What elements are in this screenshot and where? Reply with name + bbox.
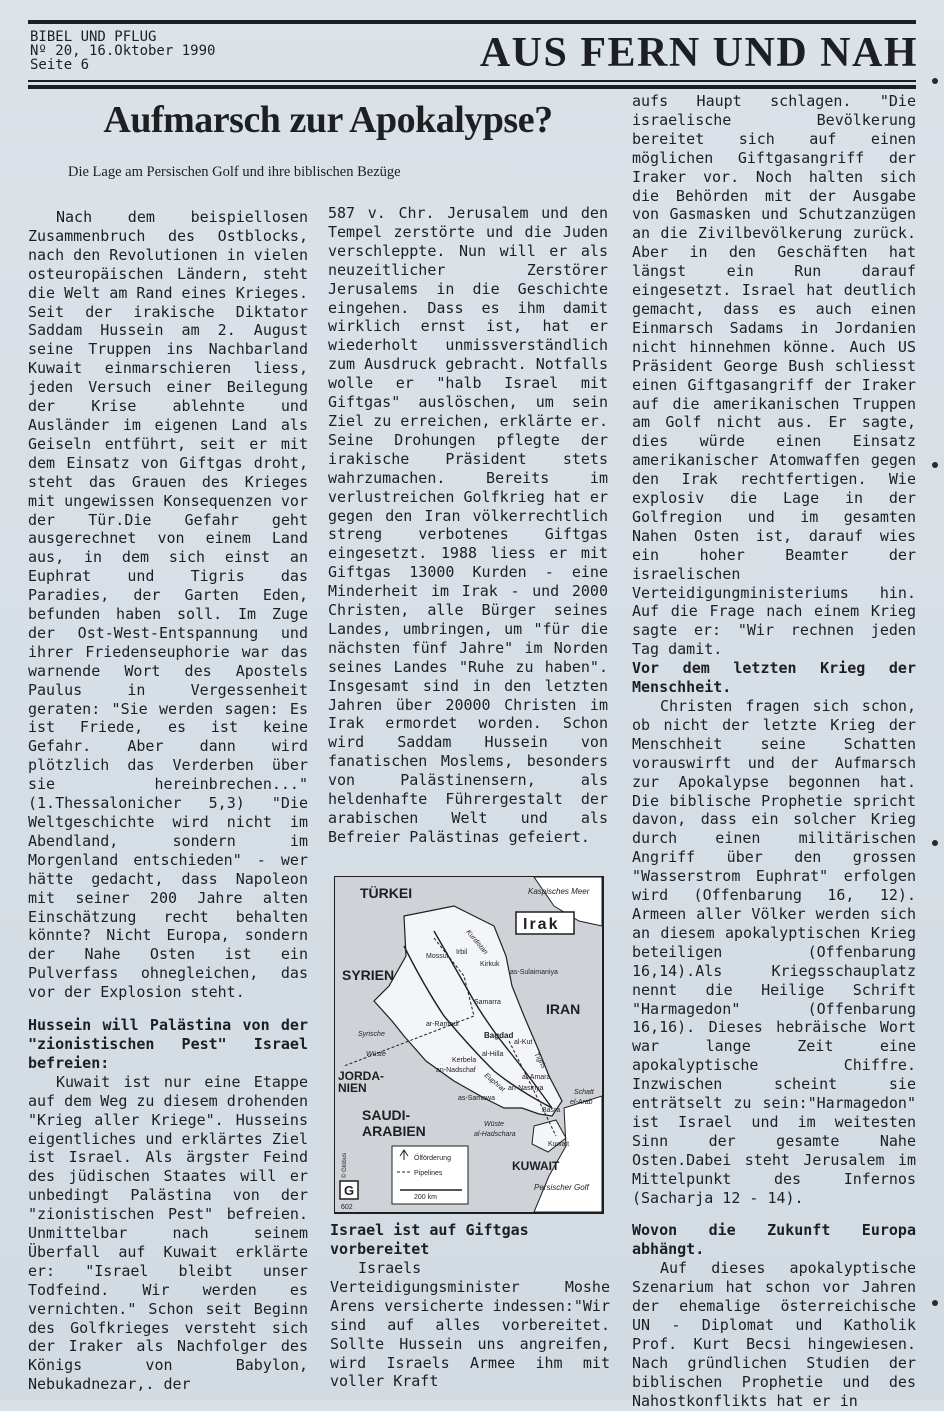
label-irbil: Irbil <box>456 949 468 956</box>
subheading: Israel ist auf Giftgas vorbereitet <box>330 1221 529 1258</box>
label-euphrat: Euphrat <box>482 1072 507 1094</box>
label-jordan: JORDA- <box>338 1069 385 1083</box>
label-kurdistan: Kurdistan <box>464 928 489 956</box>
label-nadschaf: an-Nadschaf <box>436 1067 476 1074</box>
map-number: 602 <box>341 1204 353 1211</box>
label-amara: al-Amara <box>522 1074 551 1081</box>
globus-logo-letter: G <box>344 1183 355 1198</box>
column-3 <box>632 92 916 1411</box>
label-tigris: Tigris <box>532 1051 547 1070</box>
label-basra: Basra <box>542 1107 561 1114</box>
label-gulf: Persischer Golf <box>534 1183 589 1192</box>
column-1 <box>28 208 308 1394</box>
article-subtitle: Die Lage am Persischen Golf und ihre biblischen Bezüge <box>68 164 401 180</box>
paragraph: aufs Haupt schlagen. "Die israelische Bevölkerung bereitet sich auf einen möglichen Giftgasangriff der Iraker vor. Noch halten sich die Behörden mit der Ausgabe von Gasmasken und Schutzanzügen an die Zivilbevölkerung zurück. Aber in den Geschäften hat längst ein Run darauf eingesetzt. Israel hat deutlich gemacht, dass es auch einen Einmarsch Sadams in Jordanien nicht hinnehmen könne. Auch US Präsident George Bush schliesst einen Giftgasangriff der Iraker auf die amerikanischen Truppen am Golf nicht aus. Er sagte, dies würde einen Einsatz amerikanischer Atomwaffen gegen den Irak rechtfertigen. Wie explosiv die Lage in der Golfregion und im gesamten Nahen Osten ist, darauf wies ein hoher Beamter der israelischen Verteidigungministeriums hin. Auf die Frage nach einem Krieg sagte er: "Wir rechnen jeden Tag damit. <box>632 92 916 659</box>
legend-scale: 200 km <box>414 1194 437 1201</box>
label-syrian-desert-2: Wüste <box>366 1051 386 1058</box>
label-bagdad: Bagdad <box>484 1031 514 1040</box>
binder-hole <box>932 78 938 84</box>
header-rule-thick <box>28 85 916 89</box>
column-2-continued <box>330 1259 610 1391</box>
label-kerbela: Kerbela <box>452 1057 477 1064</box>
label-samawa: as-Samawa <box>458 1095 495 1102</box>
paragraph: Auf dieses apokalyptische Szenarium hat schon vor Jahren der ehemalige österreichische UN - Diplomat und Katholik Prof. Kurt Becsi hingewiesen. Nach gründlichen Studien der biblischen Prophetie und des Nahostkonflikts hat er in <box>632 1259 916 1410</box>
top-rule <box>28 20 916 24</box>
iraq-map <box>334 876 604 1214</box>
paragraph: Christen fragen sich schon, ob nicht der letzte Krieg der Menschheit seine Schatten vorauswirft und der Aufmarsch zur Apokalypse begonnen hat. Die biblische Prophetie spricht davon, dass ein solcher Krieg durch einen militärischen Angriff über den grossen "Wasserstrom Euphrat" erfolgen wird (Offenbarung 16, 12). Armeen aller Völker werden sich an diesem apokalyptischen Krieg beteiligen (Offenbarung 16,14).Als Kriegsschauplatz nennt die Heilige Schrift "Harmagedon" (Offenbarung 16,16). Dieses hebräische Wort war lange Zeit eine apokalyptische Chiffre. Inzwischen scheint sie enträtselt zu sein:"Harmagedon" ist Israel und im weitesten Sinn der gesamte Nahe Osten.Dabei steht Jerusalem im Mittelpunkt des Infernos (Sacharja 12 - 14). <box>632 697 916 1207</box>
label-saudi: SAUDI- <box>362 1107 411 1123</box>
label-saudi-2: ARABIEN <box>362 1123 426 1139</box>
subheading: Vor dem letzten Krieg der Menschheit. <box>632 659 916 697</box>
label-schatt: Schatt <box>574 1089 594 1096</box>
article-headline: Aufmarsch zur Apokalypse? <box>103 99 553 141</box>
header-rule <box>28 80 916 82</box>
label-nasiriya: an-Nasiriya <box>508 1085 544 1092</box>
label-jordan-2: NIEN <box>338 1081 367 1095</box>
label-kuwait-city: Kuwait <box>548 1141 570 1148</box>
label-hadschara-2: al-Hadschara <box>474 1131 516 1138</box>
paragraph: Nach dem beispiellosen Zusammenbruch des Ostblocks, nach den Revolutionen in vielen osteuropäischen Ländern, steht die Welt am Rand eines Krieges. Seit der irakische Diktator Saddam Hussein am 2. August seine Truppen ins Nachbarland Kuwait einmarschieren liess, jeden Versuch einer Beilegung der Krise ablehnte und Ausländer im eigenen Land als Geiseln entführt, seit er mit dem Einsatz von Giftgas droht, steht das Grauen des Krieges mit ungewissen Konsequenzen vor der Tür.Die Gefahr geht ausgerechnet von einem Land aus, in dem sich einst an Euphrat und Tigris das Paradies, der Garten Eden, befunden haben soll. Im Zuge der Ost-West-Entspannung und ihrer Friedenseuphorie war das warnende Wort des Apostels Paulus in Vergessenheit geraten: "Sie werden sagen: Es ist Friede, es ist keine Gefahr. Aber dann wird plötzlich das Verderben über sie hereinbrechen..."(1.Thessalonicher 5,3) "Die Weltgeschichte wird nicht im Abendland, sondern im Morgenland entschieden" - wer hätte gedacht, dass Napoleon mit seiner 200 Jahre alten Einschätzung recht behalten könnte? Nicht Europa, sondern der Nahe Osten ist ein Pulverfass ohnegleichen, das vor der Explosion steht. <box>28 208 308 1002</box>
label-hadschara: Wüste <box>484 1121 504 1128</box>
label-hilla: al-Hilla <box>482 1051 504 1058</box>
section-title: AUS FERN UND NAH <box>479 30 918 76</box>
label-ramadi: ar-Ramadi <box>426 1021 459 1028</box>
binder-hole <box>932 840 938 846</box>
label-kut: al-Kut <box>514 1039 533 1046</box>
label-turkey: TÜRKEI <box>360 885 413 901</box>
label-syria: SYRIEN <box>342 967 395 983</box>
label-sulaimaniya: as-Sulaimaniya <box>510 969 558 976</box>
paragraph: Israels Verteidigungsminister Moshe Arens versicherte indessen:"Wir sind auf alles vorbereitet. Sollte Hussein uns angreifen, wird Israels Armee ihm mit voller Kraft <box>330 1259 610 1391</box>
paragraph: Kuwait ist nur eine Etappe auf dem Weg zu diesem drohenden "Krieg aller Kriege". Husseins eigentliches und erklärtes Ziel ist Israel. Als ärgster Feind des jüdischen Staates will er unbedingt Palästina von der "zionistischen Pest" befreien. Unmittelbar nach seinem Überfall auf Kuwait erklärte er: "Israel bleibt unser Todfeind. Wir werden es vernichten." Schon seit Beginn des Golfkrieges versteht sich der Iraker als Nachfolger des Königs von Babylon, Nebukadnezar,. der <box>28 1072 308 1394</box>
paragraph: 587 v. Chr. Jerusalem und den Tempel zerstörte und die Juden verschleppte. Nun will er als neuzeitlicher Zerstörer Jerusalems in die Geschichte eingehen. Dass es ihm damit wirklich ernst ist, hat er wiederholt unmissverständlich zum Ausdruck gebracht. Notfalls wolle er "halb Israel mit Giftgas" auslöschen, um sein Ziel zu erreichen, erklärte er. Seine Drohungen pflegte der irakische Präsident stets wahrzumachen. Bereits im verlustreichen Golfkrieg hat er gegen den Iran völkerrechtlich streng verbotenes Giftgas eingesetzt. 1988 liess er mit Giftgas 13000 Kurden - eine Minderheit im Irak - und 2000 Christen, alle Bürger seines Landes, umbringen, um "für die nächsten fünf Jahre" im Norden seines Landes "Ruhe zu haben". Insgesamt sind in den letzten Jahren über 20000 Christen im Irak ermordet worden. Schon wird Saddam Hussein von fanatischen Moslems, besonders von Palästinensern, als heldenhafte Führergestalt der arabischen Welt und als Befreier Palästinas gefeiert. <box>328 204 608 846</box>
label-iran: IRAN <box>546 1001 581 1017</box>
label-mossul: Mossul <box>426 953 449 960</box>
label-caspian: Kaspisches Meer <box>528 887 590 896</box>
binder-hole <box>932 1300 938 1306</box>
map-credit: © Globus <box>342 1152 348 1178</box>
column-2 <box>328 204 608 847</box>
legend-oil: Ölförderung <box>414 1155 451 1162</box>
binder-hole <box>932 462 938 468</box>
publication-info: BIBEL UND PFLUG Nº 20, 16.Oktober 1990 Seite 6 <box>30 29 216 73</box>
subheading: Wovon die Zukunft Europa abhängt. <box>632 1221 916 1259</box>
label-kirkuk: Kirkuk <box>480 961 500 968</box>
label-iraq: Irak <box>523 916 560 933</box>
label-samarra: Samarra <box>474 999 501 1006</box>
label-kuwait: KUWAIT <box>512 1159 560 1173</box>
label-schatt-2: el-Arab <box>570 1099 593 1106</box>
legend-pipelines: Pipelines <box>414 1170 443 1177</box>
label-syrian-desert: Syrische <box>358 1031 385 1038</box>
subheading: Hussein will Palästina von der "zionistischen Pest" Israel befreien: <box>28 1016 308 1072</box>
